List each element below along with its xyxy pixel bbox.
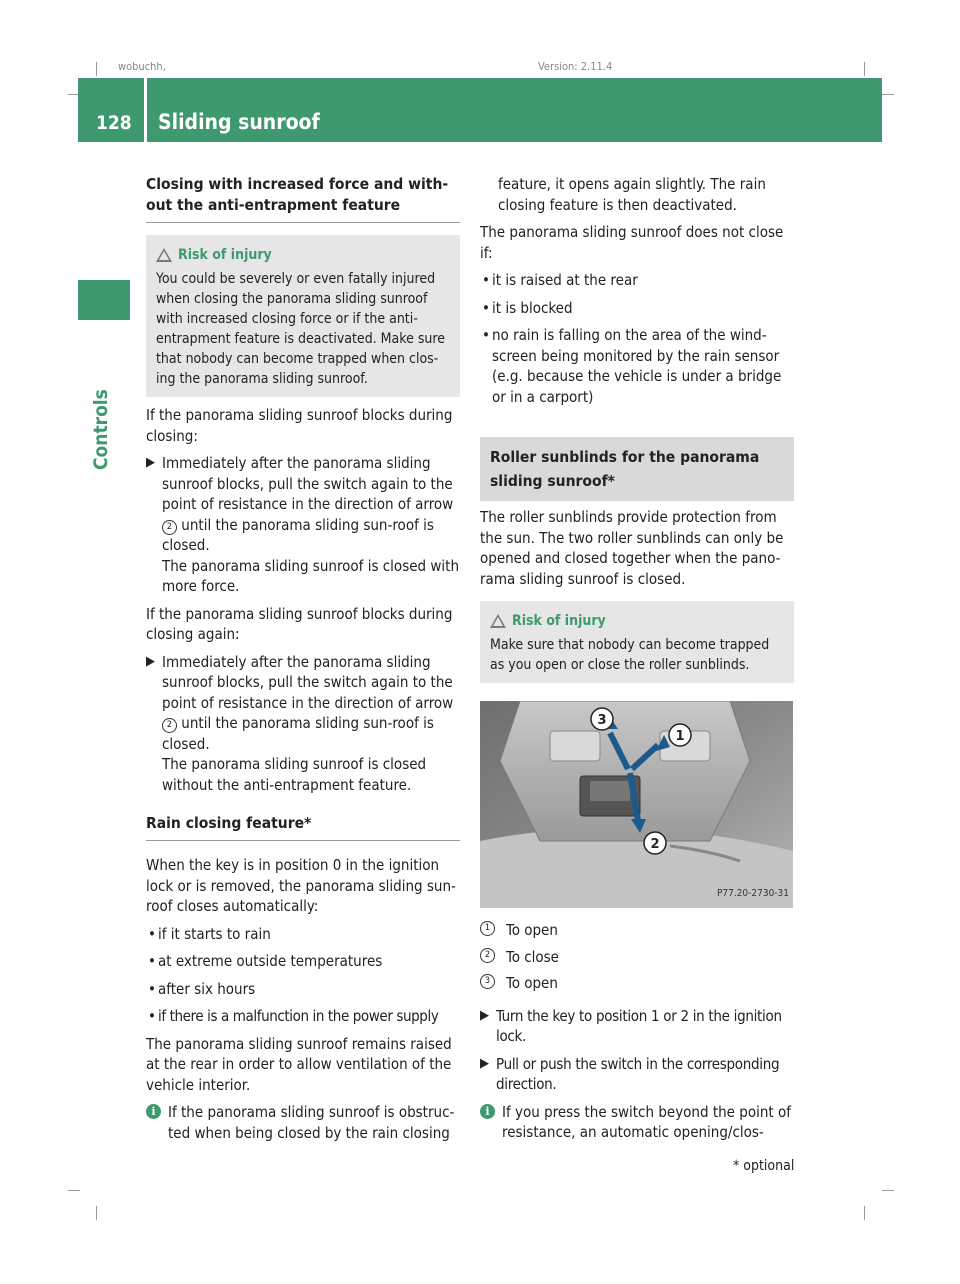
callout-2-icon: 2 xyxy=(162,520,177,535)
section-heading-roller-sunblinds: Roller sunblinds for the panorama sliding sunroof* xyxy=(480,437,794,501)
list-item: • no rain is falling on the area of the wind-screen being monitored by the rain sensor (e.g. because the vehicle is under a bridge or in a carport) xyxy=(480,325,794,407)
svg-text:1: 1 xyxy=(675,729,685,744)
legend-item xyxy=(480,920,794,941)
step-text: Immediately after the panorama sliding sunroof blocks, pull the switch again to the point of resistance in the direction of arrow xyxy=(162,454,454,513)
paragraph: feature, it opens again slightly. The rain closing feature is then deactivated. xyxy=(498,175,766,214)
crop-mark xyxy=(864,62,865,76)
paragraph: The panorama sliding sunroof remains raised at the rear in order to allow ventilation of the vehicle interior. xyxy=(146,1034,452,1094)
roller-sunblind-switch-figure xyxy=(480,701,793,908)
svg-text:3: 3 xyxy=(597,713,607,728)
legend-text: To open xyxy=(506,921,558,939)
list-item: • it is raised at the rear xyxy=(480,270,794,291)
step-arrow-icon: ▶ xyxy=(480,1007,489,1023)
crop-mark xyxy=(882,94,894,95)
step-result: The panorama sliding sunroof is closed without the anti-entrapment feature. xyxy=(162,755,427,794)
list-item: • if it starts to rain xyxy=(146,924,460,945)
warning-title-text: Risk of injury xyxy=(178,247,272,263)
step-arrow-icon: ▶ xyxy=(146,455,155,470)
meta-right: Version: 2.11.4 xyxy=(538,60,613,73)
callout-3-icon: 3 xyxy=(480,974,495,989)
left-column xyxy=(146,174,460,1150)
paragraph: The roller sunblinds provide protection from the sun. The two roller sunblinds can only be opened and closed together when the pano-rama sliding sunroof is closed. xyxy=(480,508,784,588)
legend-item xyxy=(480,947,794,968)
step-result: The panorama sliding sunroof is closed with more force. xyxy=(162,556,460,595)
footnote-optional: * optional xyxy=(733,1158,795,1174)
page-title: Sliding sunroof xyxy=(158,110,320,134)
figure-code: P77.20-2730-31 xyxy=(716,887,789,899)
legend-text: To close xyxy=(506,947,559,966)
legend-item xyxy=(480,973,794,994)
list-item: • it is blocked xyxy=(480,298,794,319)
info-icon: i xyxy=(480,1104,495,1119)
warning-triangle-icon xyxy=(490,614,506,628)
crop-mark xyxy=(68,1190,80,1191)
instruction-step xyxy=(480,1054,794,1095)
meta-left: wobuchh, xyxy=(118,60,166,73)
figure-illustration xyxy=(480,701,793,908)
warning-box xyxy=(480,601,794,683)
callout-2-icon: 2 xyxy=(162,718,177,733)
crop-mark xyxy=(96,62,97,76)
page-number: 128 xyxy=(96,112,132,134)
warning-text: Make sure that nobody can become trapped as you open or close the roller sunblinds. xyxy=(490,637,770,673)
warning-title-text: Risk of injury xyxy=(512,613,606,629)
note-text: If the panorama sliding sunroof is obstruc-ted when being closed by the rain closing xyxy=(168,1103,455,1142)
side-tab-label: Controls xyxy=(90,389,112,470)
callout-1-icon: 1 xyxy=(480,921,495,936)
instruction-step xyxy=(146,652,460,796)
info-note xyxy=(146,1102,460,1143)
crop-mark xyxy=(864,1206,865,1220)
warning-title xyxy=(156,245,452,265)
list-item: • if there is a malfunction in the power supply xyxy=(146,1006,460,1027)
paragraph: When the key is in position 0 in the ignition lock or is removed, the panorama sliding sun-roof closes automatically: xyxy=(146,856,456,915)
crop-mark xyxy=(882,1190,894,1191)
callout-2-icon: 2 xyxy=(480,948,495,963)
instruction-step xyxy=(146,453,460,597)
paragraph: The panorama sliding sunroof does not close if: xyxy=(480,223,784,262)
svg-text:2: 2 xyxy=(650,837,660,852)
instruction-step xyxy=(480,1006,794,1047)
step-text: Pull or push the switch in the corresponding direction. xyxy=(496,1054,780,1093)
header-separator xyxy=(144,78,147,142)
step-text: until the panorama sliding sun-roof is closed. xyxy=(162,515,434,554)
paragraph: If the panorama sliding sunroof blocks during closing again: xyxy=(146,604,453,643)
legend-text: To open xyxy=(506,974,558,992)
crop-mark xyxy=(96,1206,97,1220)
step-text: until the panorama sliding sun-roof is closed. xyxy=(162,714,434,753)
note-text: If you press the switch beyond the point of resistance, an automatic opening/clos- xyxy=(502,1102,791,1141)
step-text: Turn the key to position 1 or 2 in the ignition lock. xyxy=(496,1006,782,1045)
right-column xyxy=(480,174,794,1150)
paragraph: If the panorama sliding sunroof blocks during closing: xyxy=(146,406,453,445)
info-note xyxy=(480,1102,794,1143)
step-text: Immediately after the panorama sliding sunroof blocks, pull the switch again to the point of resistance in the direction of arrow xyxy=(162,652,454,712)
warning-title xyxy=(490,611,786,631)
list-item: • at extreme outside temperatures xyxy=(146,951,460,972)
warning-box xyxy=(146,235,460,397)
info-icon: i xyxy=(146,1104,161,1119)
list-item: • after six hours xyxy=(146,979,460,1000)
warning-text: You could be severely or even fatally injured when closing the panorama sliding sunroof with increased closing force or if the anti-entrapment feature is deactivated. Make sure that nobody can become trapped when clos-ing the panorama sliding sunroof. xyxy=(156,271,445,387)
warning-triangle-icon xyxy=(156,248,172,262)
section-heading-closing: Closing with increased force and with-out the anti-entrapment feature xyxy=(146,175,449,214)
section-heading-rain: Rain closing feature* xyxy=(146,814,312,832)
step-arrow-icon: ▶ xyxy=(480,1055,489,1071)
divider xyxy=(146,840,460,841)
divider xyxy=(146,222,460,223)
step-arrow-icon: ▶ xyxy=(146,653,155,669)
